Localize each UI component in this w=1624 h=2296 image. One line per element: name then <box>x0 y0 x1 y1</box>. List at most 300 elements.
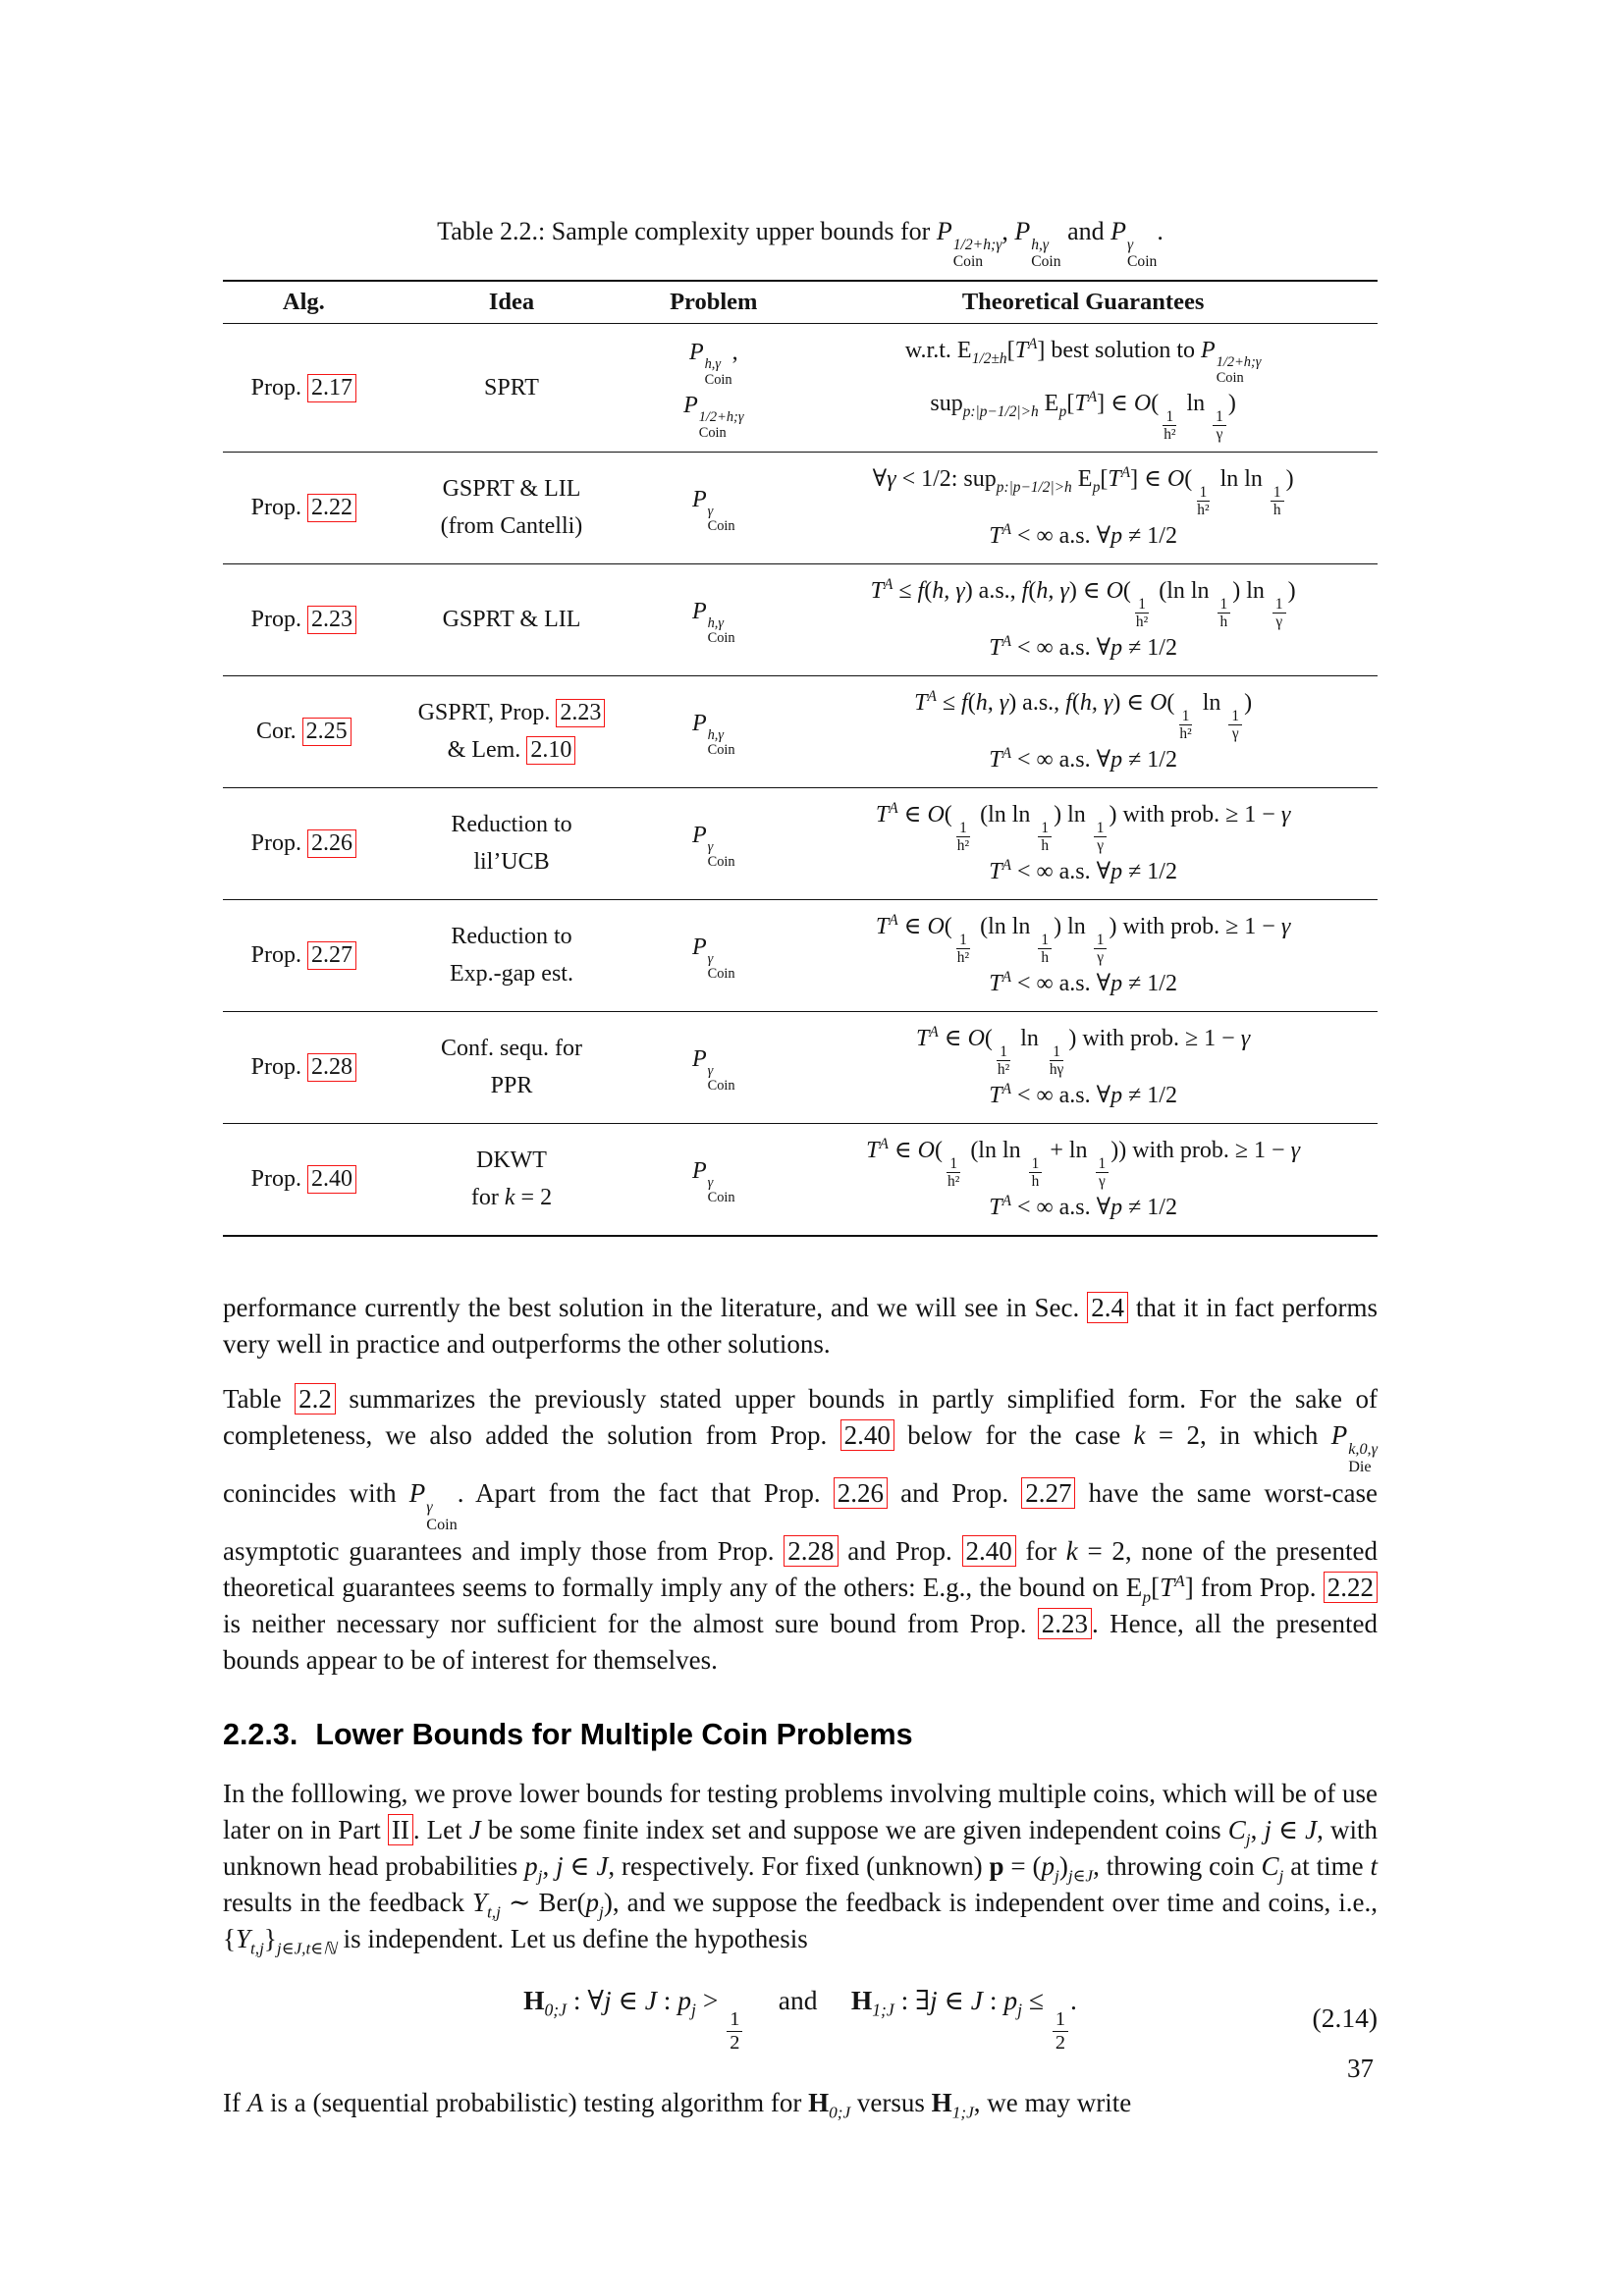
text-run: for <box>470 1184 505 1210</box>
text-run: P <box>688 340 704 366</box>
text-run: Prop. <box>250 1166 307 1193</box>
text-run: j∈J <box>1067 1866 1094 1886</box>
text-run: . Apart from the fact that Prop. <box>457 1478 834 1509</box>
text-run: j <box>1055 1866 1059 1886</box>
text-run: ≤ <box>1022 1984 1051 2015</box>
cell-problem <box>638 324 788 453</box>
text-run: performance currently the best solution in the literature, and we will see in Sec. <box>223 1293 1088 1323</box>
text-run: Conf. sequ. for <box>440 1036 582 1062</box>
fraction-numerator: 1 <box>1029 1155 1043 1173</box>
fraction-denominator: 2 <box>1055 2031 1066 2054</box>
fraction-denominator: h² <box>1164 425 1176 443</box>
text-run: GSPRT, Prop. <box>417 700 557 726</box>
text-run: T <box>989 634 1002 661</box>
text-run: and <box>744 1984 851 2015</box>
text-run: results in the feedback <box>223 1888 472 1917</box>
fraction-denominator: γ <box>1098 1172 1106 1190</box>
superscript: h,γ <box>707 614 725 631</box>
text-run: O <box>1106 578 1123 605</box>
text-run: h, γ <box>1036 578 1069 605</box>
text-run: Y <box>471 1888 487 1917</box>
text-run: A <box>889 800 898 818</box>
fraction <box>1133 596 1151 630</box>
cell-problem <box>638 788 788 900</box>
text-run: ∈ <box>611 1984 645 2015</box>
text-run: ∀ <box>872 466 888 493</box>
supsub <box>705 357 732 388</box>
fraction-denominator: h² <box>997 1060 1010 1078</box>
text-run: that it in fact performs very well in practice and outperforms the other solutions. <box>223 1293 1378 1360</box>
text-run: ( <box>944 914 952 940</box>
supsub <box>708 1064 735 1095</box>
subscript: Coin <box>707 1190 735 1206</box>
subscript: Coin <box>707 966 735 983</box>
supsub <box>708 505 735 535</box>
text-run: ∈ <box>888 1138 918 1164</box>
text-run: j <box>556 1851 564 1882</box>
text-run: ∈ <box>897 914 928 940</box>
results-table <box>223 280 1378 1237</box>
subscript: Coin <box>704 371 732 388</box>
cell-alg <box>223 788 385 900</box>
text-run: } <box>263 1923 277 1953</box>
text-run: If <box>223 2088 247 2118</box>
display-equation <box>223 1983 1378 2054</box>
text-run: (ln ln <box>974 914 1037 940</box>
subscript: Coin <box>1216 369 1244 386</box>
fraction <box>1038 820 1052 854</box>
ref-link[interactable]: 2.2 <box>295 1383 336 1415</box>
text-run: , we may write <box>973 2088 1132 2118</box>
text-run: p <box>1092 478 1101 496</box>
text-run: below for the case <box>893 1420 1134 1451</box>
fraction-denominator: h <box>1041 836 1050 854</box>
text-run: A <box>1174 1572 1185 1591</box>
text-run: (ln ln <box>1153 578 1216 605</box>
fraction-denominator: γ <box>1097 948 1104 966</box>
text-run: w.r.t. <box>904 338 957 364</box>
ref-link[interactable]: 2.26 <box>307 829 356 858</box>
fraction-denominator: γ <box>1275 613 1283 630</box>
fraction-numerator: 1 <box>1096 1155 1110 1173</box>
text-run: Table <box>223 1384 296 1415</box>
text-run: . Hence, all the presented bounds appear to be of interest for themselves. <box>223 1609 1378 1676</box>
fraction-numerator: 1 <box>1038 932 1052 949</box>
superscript: h,γ <box>707 726 725 743</box>
text-run: P <box>1330 1420 1348 1451</box>
text-run: = 2 <box>514 1184 553 1210</box>
cell-guarantees <box>788 676 1378 788</box>
text-run: [ <box>1151 1573 1161 1603</box>
fraction <box>1038 932 1052 966</box>
text-run: is independent. Let us define the hypothesis <box>336 1923 808 1953</box>
text-run: T <box>1074 391 1088 417</box>
text-run: γ <box>887 466 896 493</box>
ref-link[interactable]: 2.23 <box>307 606 356 634</box>
text-run: E <box>1077 466 1093 493</box>
text-run: ≠ 1/2 <box>1122 634 1177 661</box>
text-run: ≤ <box>893 578 918 605</box>
superscript: 1/2+h;γ <box>952 236 1002 253</box>
table-row <box>223 676 1378 788</box>
text-run: ) a.s., <box>1008 690 1066 717</box>
superscript: γ <box>707 1062 714 1079</box>
fraction-numerator: 1 <box>1038 820 1052 837</box>
text-run: f <box>1021 578 1029 605</box>
text-run: = 2, in which <box>1145 1420 1331 1451</box>
text-run: T <box>870 578 884 605</box>
table-caption <box>223 214 1378 270</box>
table-row <box>223 453 1378 564</box>
text-run: ≠ 1/2 <box>1122 970 1177 996</box>
text-run: γ <box>1240 1026 1251 1052</box>
text-run: ) with prob. ≥ 1 − <box>1109 914 1281 940</box>
text-run: be some finite index set and suppose we are given independent coins <box>480 1815 1228 1845</box>
text-run: j <box>1245 1830 1251 1849</box>
text-run: E <box>956 338 972 364</box>
text-run: ( <box>1184 466 1193 493</box>
text-run: ) ln <box>1232 578 1271 605</box>
fraction <box>1094 820 1108 854</box>
text-run: Prop. <box>250 942 307 969</box>
text-run: A <box>889 912 898 930</box>
fraction <box>1213 408 1226 443</box>
col-header-idea: Idea <box>488 289 535 316</box>
supsub <box>708 1176 735 1206</box>
text-run: A <box>1001 1080 1011 1097</box>
text-run: O <box>967 1026 985 1052</box>
subscript: Coin <box>707 1078 735 1095</box>
text-run: p <box>1110 746 1123 773</box>
text-run: C <box>1227 1815 1246 1845</box>
supsub <box>708 952 735 983</box>
text-run: f <box>961 690 968 717</box>
text-run: J <box>596 1851 609 1882</box>
text-run: A <box>246 2088 264 2118</box>
fraction <box>1176 708 1194 742</box>
fraction <box>1047 1043 1066 1078</box>
cell-idea <box>385 453 639 564</box>
text-run: t <box>1370 1851 1379 1882</box>
cell-problem <box>638 564 788 676</box>
text-run: ) ln <box>1054 802 1092 828</box>
text-run: t,j <box>486 1902 501 1922</box>
text-run: P <box>936 217 952 245</box>
fraction-denominator: h <box>1031 1172 1040 1190</box>
text-run: ln <box>1180 391 1212 417</box>
text-run: [ <box>1006 338 1015 364</box>
text-run: ≠ 1/2 <box>1122 746 1177 773</box>
text-run: ≤ <box>936 690 962 717</box>
subscript: Coin <box>952 252 984 270</box>
text-run: PPR <box>490 1072 533 1098</box>
text-run: P <box>691 598 707 624</box>
cell-alg <box>223 676 385 788</box>
subscript: Die <box>1348 1457 1372 1475</box>
text-run: h, γ <box>932 578 965 605</box>
fraction-numerator: 1 <box>997 1043 1010 1061</box>
text-run: E <box>1125 1573 1143 1603</box>
text-run: k <box>1065 1536 1078 1567</box>
ref-link[interactable]: 2.40 <box>840 1419 894 1451</box>
ref-link[interactable]: 2.22 <box>1324 1572 1378 1603</box>
ref-link[interactable]: 2.40 <box>962 1535 1016 1567</box>
table-row <box>223 900 1378 1012</box>
text-run: γ <box>1280 914 1291 940</box>
text-run: Table 2.2.: Sample complexity upper bounds for <box>437 217 937 245</box>
supsub <box>708 728 735 759</box>
text-run: Cor. <box>255 719 302 745</box>
text-run: ) with prob. ≥ 1 − <box>1068 1026 1241 1052</box>
text-run: ( <box>1166 690 1175 717</box>
text-run: GSPRT & LIL <box>442 476 581 503</box>
text-run: , <box>1001 217 1015 245</box>
text-run: T <box>989 970 1002 996</box>
text-run: j <box>1278 1866 1284 1886</box>
section-heading <box>223 1718 1378 1752</box>
superscript: k,0,γ <box>1348 1440 1378 1459</box>
cell-guarantees <box>788 788 1378 900</box>
ref-link[interactable]: 2.10 <box>526 736 575 765</box>
text-run: = 2, none of the presented theoretical guarantees seems to formally imply any of the others: E.g., the bound on <box>223 1536 1379 1603</box>
section-title: Lower Bounds for Multiple Coin Problems <box>315 1718 913 1752</box>
fraction <box>1161 408 1178 443</box>
text-run: O <box>1150 690 1167 717</box>
cell-idea <box>385 564 639 676</box>
text-run: < ∞ a.s. ∀ <box>1011 1194 1111 1220</box>
cell-idea <box>385 900 639 1012</box>
ref-link[interactable]: 2.27 <box>307 941 356 970</box>
text-run: , <box>731 340 738 366</box>
superscript: h,γ <box>704 356 722 373</box>
text-run: ∈ <box>897 802 928 828</box>
text-run: T <box>989 1082 1002 1108</box>
text-run: [ <box>1066 391 1075 417</box>
fraction-numerator: 1 <box>1135 596 1149 614</box>
text-run: < ∞ a.s. ∀ <box>1011 522 1111 549</box>
superscript: γ <box>1127 236 1134 253</box>
text-run: Prop. <box>250 830 307 857</box>
subscript: Coin <box>698 424 727 441</box>
fraction-numerator: 1 <box>1179 708 1193 725</box>
cell-alg <box>223 1124 385 1237</box>
text-run: [ <box>1100 466 1109 493</box>
text-run: p <box>1110 1194 1123 1220</box>
text-run: : ∃ <box>893 1984 931 2015</box>
ref-link[interactable]: 2.23 <box>556 699 605 727</box>
text-run: summarizes the previously stated upper bounds in partly simplified form. For the sake of completeness, we also added the solution from Prop. <box>223 1384 1379 1451</box>
ref-link[interactable]: 2.25 <box>302 718 352 746</box>
text-run: p <box>1110 522 1123 549</box>
subscript: Coin <box>707 742 735 759</box>
text-run: A <box>1001 520 1011 538</box>
fraction <box>1029 1155 1043 1190</box>
text-run: Y <box>235 1923 250 1953</box>
text-run: , throwing coin <box>1093 1851 1262 1882</box>
fraction-numerator: 1 <box>1213 408 1226 426</box>
fraction-denominator: h² <box>1135 613 1149 630</box>
cell-idea <box>385 676 639 788</box>
text-run: A <box>1001 968 1011 986</box>
superscript: γ <box>707 950 714 967</box>
cell-problem <box>638 676 788 788</box>
fraction-denominator: 2 <box>730 2031 740 2054</box>
text-run: O <box>927 802 945 828</box>
cell-idea <box>385 1012 639 1124</box>
text-run: ) ∈ <box>1068 578 1107 605</box>
text-run: is neither necessary nor sufficient for the almost sure bound from Prop. <box>223 1609 1038 1639</box>
text-run: γ <box>1290 1138 1301 1164</box>
text-run: and <box>1060 217 1111 245</box>
text-run: Exp.-gap est. <box>450 960 573 987</box>
ref-link[interactable]: 2.17 <box>307 374 356 402</box>
fraction-numerator: 1 <box>1094 820 1108 837</box>
text-run: + ln <box>1044 1138 1094 1164</box>
subscript: Coin <box>426 1515 458 1533</box>
fraction-numerator: 1 <box>1163 408 1176 426</box>
text-run: conincides with <box>223 1478 409 1509</box>
text-run: P <box>691 710 707 736</box>
fraction-numerator: 1 <box>727 2008 742 2032</box>
fraction <box>1094 932 1108 966</box>
ref-link[interactable]: 2.22 <box>307 494 356 522</box>
cell-problem <box>638 900 788 1012</box>
cell-alg <box>223 324 385 453</box>
text-run: sup <box>930 391 963 417</box>
fraction-numerator: 1 <box>1271 484 1284 502</box>
text-run: at time <box>1283 1851 1371 1882</box>
ref-link[interactable]: 2.40 <box>307 1165 356 1194</box>
ref-link[interactable]: 2.23 <box>1038 1608 1092 1639</box>
text-run: GSPRT & LIL <box>442 607 581 633</box>
text-run: p <box>585 1888 600 1917</box>
ref-link[interactable]: II <box>388 1814 413 1845</box>
ref-link[interactable]: 2.28 <box>307 1053 356 1082</box>
superscript: 1/2+h;γ <box>1216 354 1262 371</box>
text-run: h, γ <box>1079 690 1113 717</box>
text-run: p <box>1110 858 1123 884</box>
fraction-denominator: h <box>1272 501 1281 518</box>
text-run: < ∞ a.s. ∀ <box>1011 1082 1111 1108</box>
text-run: T <box>1108 466 1121 493</box>
ref-link[interactable]: 2.4 <box>1087 1292 1128 1323</box>
fraction-denominator: hγ <box>1049 1060 1064 1078</box>
text-run: ( <box>924 578 933 605</box>
text-run: A <box>1087 389 1098 406</box>
text-run: P <box>691 486 707 512</box>
text-run: . <box>1070 1984 1077 2015</box>
text-run: ln ln <box>1214 466 1269 493</box>
col-header-alg: Alg. <box>282 289 325 316</box>
text-run: j <box>603 1984 612 2015</box>
table-row <box>223 788 1378 900</box>
text-run: & Lem. <box>447 736 527 763</box>
supsub <box>1217 355 1262 386</box>
superscript: γ <box>707 838 714 855</box>
subscript: Coin <box>1031 252 1061 270</box>
text-run: p <box>1110 970 1123 996</box>
text-run: Prop. <box>250 607 307 633</box>
cell-guarantees <box>788 453 1378 564</box>
text-run: Prop. <box>250 1054 307 1081</box>
superscript: γ <box>707 503 714 519</box>
fraction-numerator: 1 <box>1094 932 1108 949</box>
text-run: A <box>883 576 893 594</box>
text-run: ( <box>1122 578 1131 605</box>
text-run: : <box>656 1984 678 2015</box>
text-run: A <box>1120 464 1131 482</box>
text-run: O <box>1166 466 1185 493</box>
superscript: γ <box>707 1174 714 1191</box>
cell-guarantees <box>788 900 1378 1012</box>
subscript: Coin <box>1127 252 1158 270</box>
text-run: P <box>691 1157 707 1184</box>
text-run: ∈ <box>563 1851 597 1882</box>
supsub <box>1348 1441 1378 1475</box>
text-run: Prop. <box>250 374 307 400</box>
text-run: p <box>524 1851 538 1882</box>
text-run: t,j <box>250 1939 264 1958</box>
text-run: A <box>927 688 937 706</box>
fraction <box>1096 1155 1110 1190</box>
text-run: j <box>691 2000 696 2020</box>
subscript: Coin <box>707 518 735 535</box>
text-run: (ln ln <box>974 802 1037 828</box>
fraction-numerator: 1 <box>947 1155 960 1173</box>
text-run: P <box>408 1478 426 1509</box>
text-run: ] from Prop. <box>1184 1573 1324 1603</box>
text-run: ) <box>1285 466 1294 493</box>
ref-link[interactable]: 2.27 <box>1021 1477 1075 1509</box>
text-run: J <box>644 1984 657 2015</box>
text-run: J <box>468 1815 481 1845</box>
text-run: ) <box>1244 690 1253 717</box>
text-run: < ∞ a.s. ∀ <box>1011 858 1111 884</box>
text-run: J <box>1305 1815 1318 1845</box>
table-row <box>223 1012 1378 1124</box>
text-run: h, γ <box>975 690 1009 717</box>
text-run: p <box>1142 1587 1152 1607</box>
text-run: A <box>929 1024 939 1041</box>
text-run: E <box>1044 391 1059 417</box>
fraction-denominator: h <box>1219 613 1228 630</box>
cell-problem <box>638 1124 788 1237</box>
fraction-denominator: γ <box>1216 425 1223 443</box>
ref-link[interactable]: 2.26 <box>834 1477 888 1509</box>
text-run: , respectively. For fixed (unknown) <box>608 1851 990 1882</box>
fraction <box>1218 596 1231 630</box>
text-run: H <box>808 2088 830 2118</box>
text-run: p <box>1110 1082 1123 1108</box>
text-run: P <box>691 934 707 960</box>
text-run: 1/2±h <box>971 350 1007 368</box>
ref-link[interactable]: 2.28 <box>784 1535 838 1567</box>
supsub <box>953 238 1002 271</box>
paragraph-4 <box>223 2085 1378 2121</box>
text-run: P <box>1110 217 1126 245</box>
text-run: ≠ 1/2 <box>1122 522 1177 549</box>
text-run: ) ln <box>1054 914 1092 940</box>
cell-problem <box>638 1012 788 1124</box>
text-run: 1;J <box>951 2103 974 2122</box>
text-run: ), and we suppose the feedback is independent over time and coins, i.e., { <box>223 1888 1378 1953</box>
text-run: ) <box>1287 578 1296 605</box>
text-run: , with unknown head probabilities <box>223 1815 1378 1882</box>
text-run: (from Cantelli) <box>440 512 583 539</box>
fraction <box>995 1043 1012 1078</box>
text-run: 1;J <box>872 2000 894 2020</box>
fraction-numerator: 1 <box>1272 596 1286 614</box>
